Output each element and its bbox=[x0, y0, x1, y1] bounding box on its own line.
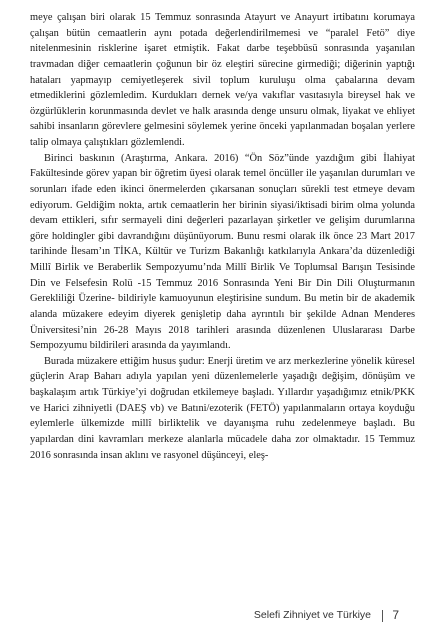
footer-divider bbox=[382, 610, 383, 622]
paragraph-2: Birinci baskının (Araştırma, Ankara. 2016) “Ön Söz”ünde yazdığım gibi İlahiyat Fakültesinde görev yapan bir öğretim üyesi olarak temel öncüller ile yaşanılan durumları ve sorunları ifade eden ikinci önermelerden çıkarsanan sonuçları sürekli test etmeye devam ediyorum. Geldiğim nokta, artık cemaatlerin her birinin siyasi/iktisadi birim olma yolunda devam ettikleri, sıfır sermayeli dini değerleri pazarlayan şirketler ve gelişim durumlarına göre holdingler gibi davrandığını düşünüyorum. Bunu resmi olarak ilk önce 23 Mart 2017 tarihinde İlesam’ın TİKA, Kültür ve Turizm Bakanlığı katkılarıyla Ankara’da düzenlediği Millî Birlik ve Beraberlik Sempozyumu’nda Millî Birlik Ve Toplumsal Barışın Tesisinde Din ve Felsefesin Rolü -15 Temmuz 2016 Sonrasında Yeni Bir Din Dili Oluşturmanın Gerekliliği Üzerine- bildiriyle kamuoyunun eleştirisine sundum. Bu metin bir de akademik alanda müzakere edeyim diyerek genişletip daha ayrıntılı bir şekilde Adnan Menderes Üniversitesi’nin 26-28 Mayıs 2018 tarihleri arasında düzenlenen Uluslararası Darbe Sempozyumu bildirileri arasında da yayımlandı. bbox=[30, 152, 415, 352]
page-body bbox=[30, 10, 415, 463]
paragraph-3: Burada müzakere ettiğim husus şudur: Enerji üretim ve arz merkezlerine yönelik küresel güçlerin Arap Baharı adıyla yapılan yeni düzenlemelerle yaşadığı değişim, dönüşüm ve başkalaşım artık Türkiye’yi doğrudan etkilemeye başladı. Yıllardır yaşadığımız etnik/PKK ve Harici zihniyetli (DAEŞ vb) ve Batıni/ezoterik (FETÖ) yapılanmaların ortaya koyduğu eylemlerle ülkemizde millî birliktelik ve dayanışma ruhu zedelenmeye başladı. Bu yapılardan dini kavramları merkeze alanlarla mücadele daha zor olmaktadır. 15 Temmuz 2016 sonrasında insan aklını ve rasyonel düşünceyi, eleş- bbox=[30, 355, 415, 461]
paragraph-1: meye çalışan biri olarak 15 Temmuz sonrasında Atayurt ve Anayurt irtibatını korumaya çalışan bütün cemaatlerin aynı potada değerlendirilmemesi ve “paralel Fetö” diye nitelenmesinin risklerine işaret etmiştik. Fakat darbe teşebbüsü sonrasında yaşanılan travmadan diğer cemaatlerin çoğunun bir öz eleştiri sürecine girmediği; diğerinin yaptığı hataları yapmayıp cemiyetleşerek sivil toplum kuruluşu olma çabalarına devam etmediklerini gözlemledim. Kurdukları dernek ve/ya vakıflar vasıtasıyla bireysel hak ve özgürlüklerin korunmasında devlet ve halk arasında denge unsuru olmak, liyakat ve ehliyet sahibi insanların görevlere gelmesini söylemek yerine önceki yapılanmadan boşalan yerlere talip olmaya çalıştıkları gözlemlendi. bbox=[30, 12, 415, 148]
page-number: 7 bbox=[392, 608, 399, 622]
page-footer bbox=[30, 609, 415, 625]
running-title: Selefi Zihniyet ve Türkiye bbox=[253, 609, 371, 621]
